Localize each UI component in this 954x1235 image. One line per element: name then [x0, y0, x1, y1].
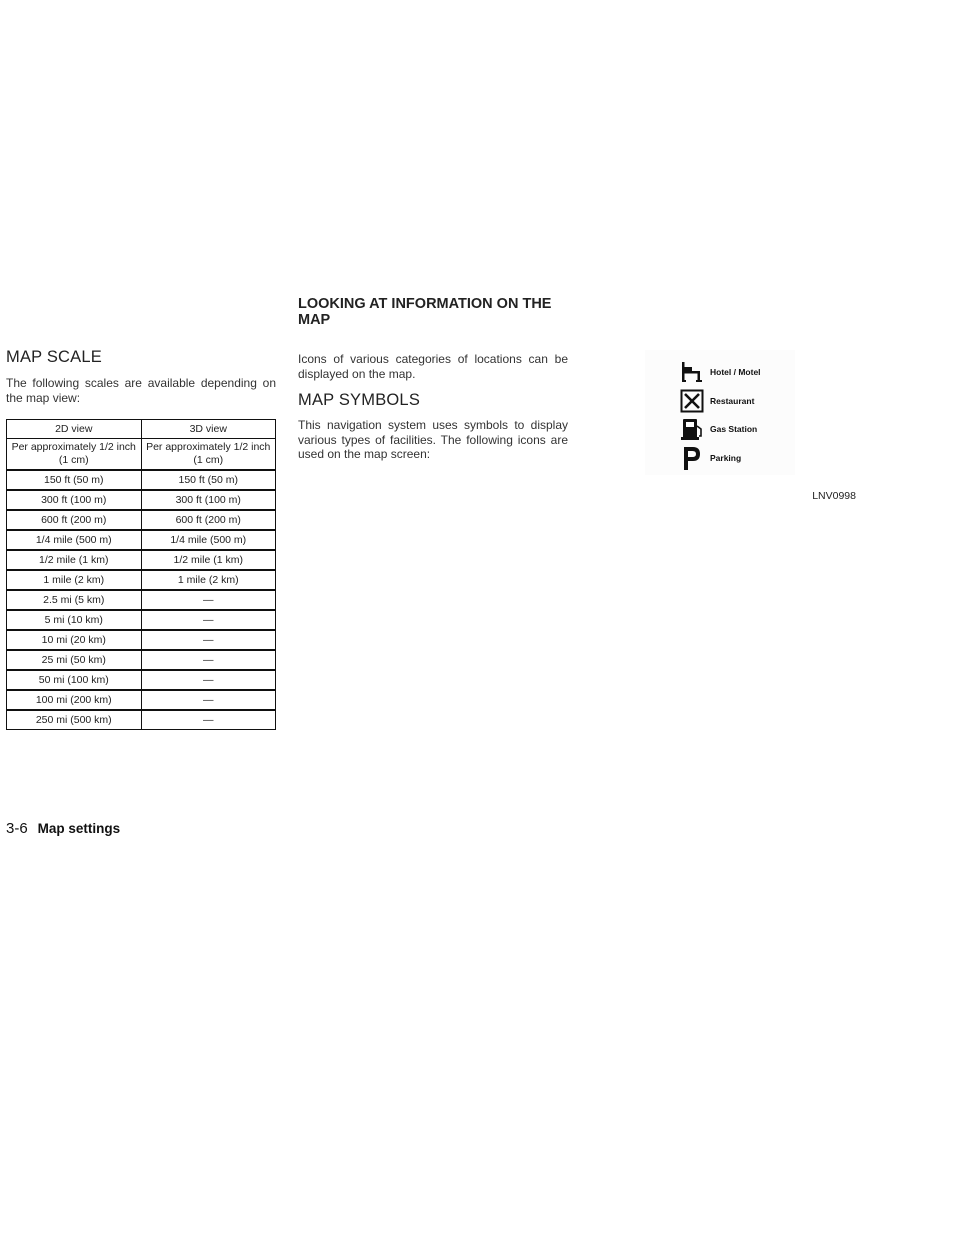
cell-3d: 600 ft (200 m) — [141, 510, 276, 530]
cell-3d: 1/4 mile (500 m) — [141, 530, 276, 550]
cell-3d: — — [141, 590, 276, 610]
table-row — [7, 470, 276, 490]
symbol-label: Hotel / Motel — [710, 367, 761, 377]
cell-2d: 10 mi (20 km) — [7, 630, 142, 650]
table-row — [7, 490, 276, 510]
symbol-row-gas-station — [680, 417, 757, 441]
cell-3d: — — [141, 690, 276, 710]
cell-3d: 1/2 mile (1 km) — [141, 550, 276, 570]
table-header-row — [7, 420, 276, 439]
cell-3d: Per approximately 1/2 inch (1 cm) — [141, 439, 276, 471]
table-row — [7, 690, 276, 710]
cell-2d: 50 mi (100 km) — [7, 670, 142, 690]
table-row — [7, 510, 276, 530]
cell-2d: 1/2 mile (1 km) — [7, 550, 142, 570]
cell-3d: — — [141, 670, 276, 690]
chapter-title: Map settings — [37, 821, 121, 836]
header-2d: 2D view — [7, 420, 142, 439]
figure-caption: LNV0998 — [812, 490, 856, 502]
map-symbols-text: This navigation system uses symbols to display various types of facilities. The following icons are used on the map screen: — [298, 418, 568, 461]
cell-3d: — — [141, 650, 276, 670]
restaurant-icon — [680, 389, 704, 413]
cell-2d: 100 mi (200 km) — [7, 690, 142, 710]
cell-2d: 25 mi (50 km) — [7, 650, 142, 670]
table-row — [7, 610, 276, 630]
cell-2d: 1/4 mile (500 m) — [7, 530, 142, 550]
table-row — [7, 710, 276, 730]
map-scale-section — [6, 348, 276, 730]
map-information-section — [298, 296, 568, 462]
symbol-label: Restaurant — [710, 396, 755, 406]
cell-2d: 300 ft (100 m) — [7, 490, 142, 510]
cell-2d: 250 mi (500 km) — [7, 710, 142, 730]
table-row — [7, 439, 276, 471]
cell-2d: Per approximately 1/2 inch (1 cm) — [7, 439, 142, 471]
map-scale-heading: MAP SCALE — [6, 348, 102, 366]
cell-3d: 1 mile (2 km) — [141, 570, 276, 590]
cell-3d: — — [141, 710, 276, 730]
looking-info-intro: Icons of various categories of locations can be displayed on the map. — [298, 352, 568, 381]
gas-station-icon — [680, 417, 704, 441]
cell-2d: 150 ft (50 m) — [7, 470, 142, 490]
scale-table — [6, 419, 276, 730]
symbol-row-parking — [680, 446, 741, 470]
cell-3d: — — [141, 610, 276, 630]
symbol-label: Parking — [710, 453, 742, 463]
cell-2d: 600 ft (200 m) — [7, 510, 142, 530]
symbol-row-restaurant — [680, 389, 754, 413]
symbol-row-hotel — [680, 360, 761, 384]
map-symbols-heading: MAP SYMBOLS — [298, 391, 421, 409]
cell-2d: 2.5 mi (5 km) — [7, 590, 142, 610]
hotel-icon — [680, 360, 704, 384]
cell-3d: 300 ft (100 m) — [141, 490, 276, 510]
parking-icon — [680, 446, 704, 470]
cell-2d: 1 mile (2 km) — [7, 570, 142, 590]
page-footer — [6, 820, 120, 837]
looking-info-heading: LOOKING AT INFORMATION ON THE MAP — [298, 296, 552, 328]
symbol-label: Gas Station — [710, 424, 758, 434]
table-row — [7, 570, 276, 590]
header-3d: 3D view — [141, 420, 276, 439]
symbols-legend — [645, 350, 795, 475]
page-number: 3-6 — [6, 820, 28, 837]
table-row — [7, 630, 276, 650]
table-row — [7, 650, 276, 670]
cell-2d: 5 mi (10 km) — [7, 610, 142, 630]
map-scale-intro: The following scales are available depending on the map view: — [6, 376, 276, 405]
table-row — [7, 530, 276, 550]
cell-3d: — — [141, 630, 276, 650]
symbols-figure — [645, 350, 860, 502]
cell-3d: 150 ft (50 m) — [141, 470, 276, 490]
table-row — [7, 670, 276, 690]
table-row — [7, 590, 276, 610]
table-row — [7, 550, 276, 570]
